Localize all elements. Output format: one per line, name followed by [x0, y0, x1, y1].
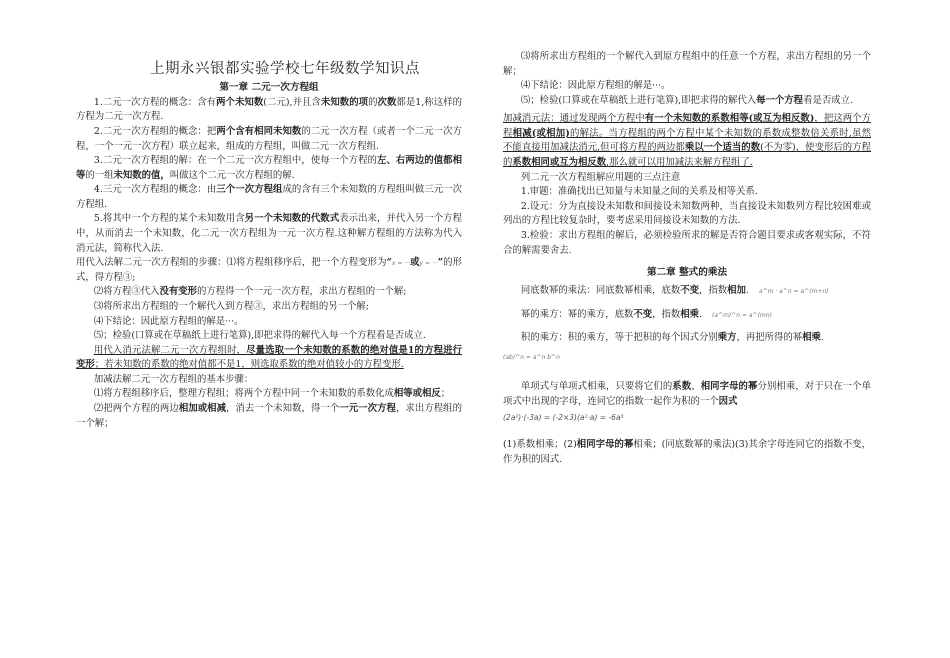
formula-monomial-line — [503, 411, 871, 426]
substitution-step-2: ⑵将方程③代入没有变形的方程得一个一元一次方程，求出方程组的一个解; — [93, 286, 407, 298]
formula-x: x = ··· — [391, 260, 411, 268]
para-1: 1.二元一次方程的概念：含有两个未知数(二元),并且含未知数的项的次数都是1,称这样的方程为二元一次方程. — [76, 96, 462, 123]
para-2: 2.二元一次方程组的概念：把两个含有相同未知数的二元一次方程（或者一个二元一次方程，一个一元一次方程）联立起来，组成的方程组，叫做二元一次方程组. — [76, 126, 462, 152]
right-column — [503, 50, 871, 467]
formula-power-of-product-line — [503, 350, 871, 365]
substitution-step-4: ⑷下结论：因此原方程组的解是···。 — [93, 315, 244, 327]
rule-monomial-steps: (1)系数相乘；(2)相同字母的幂相乘；(同底数幂的乘法)(3)其余字母连同它的指数不变，作为积的因式. — [503, 439, 871, 465]
left-column — [76, 81, 462, 431]
three-notes-title: 列二元一次方程组解应用题的三点注意 — [520, 171, 681, 183]
elimination-step-3: ⑶将所求出方程组的一个解代入到原方程组中的任意一个方程，求出方程组的另一个解； — [503, 51, 871, 77]
elimination-step-2: ⑵把两个方程的两边相加或相减，消去一个未知数，得一个一元一次方程，求出方程组的一个解； — [76, 403, 462, 429]
rule-monomial-product: 单项式与单项式相乘，只要将它们的系数、相同字母的幂分别相乘，对于只在一个单项式中出现的字母，连同它的指数一起作为积的一个因式 — [503, 381, 871, 407]
para-3: 3.二元一次方程组的解：在一个二元一次方程组中，使每一个方程的左、右两边的值都相等的一组未知数的值，叫做这个二元一次方程组的解. — [76, 155, 462, 181]
elimination-step-1: ⑴将方程组移序后，整理方程组；将两个方程中同一个未知数的系数化成相等或相反； — [93, 388, 451, 400]
chapter-1-heading: 第一章 二元一次方程组 — [219, 82, 319, 93]
note-review: 1.审题：准确找出已知量与未知量之间的关系及相等关系. — [520, 186, 758, 198]
document-title: 上期永兴银都实验学校七年级数学知识点 — [150, 61, 420, 77]
substitution-note: 用代入消元法解二元一次方程组时，尽量选取一个未知数的系数的绝对值是1的方程进行变形；若未知数的系数的绝对值都不是1，则选取系数的绝对值较小的方程变形. — [76, 344, 462, 371]
elimination-step-5: ⑸；检验(口算或在草稿纸上进行笔算),即把求得的解代入每一个方程看是否成立. — [520, 94, 853, 106]
rule-power-of-product: 积的乘方：积的乘方，等于把积的每个因式分别乘方，再把所得的幂相乘. — [520, 332, 824, 344]
rule-power-of-power: 幂的乘方：幂的乘方，底数不变，指数相乘. (a^m)^n = a^(mn) — [520, 308, 772, 320]
formula-same-base: a^m · a^n = a^(m+n) — [758, 287, 829, 295]
substitution-steps-intro: 用代入法解二元一次方程组的步骤：⑴将方程组移序后，把一个方程变形为“x = ···或y = ···”的形式，得方程③; — [76, 257, 462, 283]
elimination-steps-title: 加减法解二元一次方程组的基本步骤： — [93, 373, 254, 385]
formula-power-of-power: (a^m)^n = a^(mn) — [712, 311, 772, 319]
para-5: 5.将其中一个方程的某个未知数用含另一个未知数的代数式表示出来，并代入另一个方程中，从而消去一个未知数，化二元一次方程组为一元一次方程.这种解方程组的方法称为代入消元法，简称代入法. — [76, 213, 462, 254]
substitution-step-3: ⑶将所求出方程组的一个解代入到方程③，求出方程组的另一个解; — [93, 300, 369, 312]
elimination-method-description: 加减消元法：通过发现两个方程中有一个未知数的系数相等(或互为相反数)，把这两个方程相减(或相加)的解法。当方程组的两个方程中某个未知数的系数成整数倍关系时,虽然不能直接用加减法消元,但可将方程的两边都乘以一个适当的数(不为零)，使变形后的方程的系数相同或互为相反数,那么就可以用加减法来解方程组了. — [503, 113, 871, 169]
note-check: 3.检验：求出方程组的解后，必须检验所求的解是否符合题目要求或客观实际，不符合的解需要舍去. — [503, 229, 871, 256]
chapter-2-heading: 第二章 整式的乘法 — [646, 267, 728, 279]
para-4: 4.三元一次方程组的概念：由三个一次方程组成的含有三个未知数的方程组叫做三元一次方程组. — [76, 184, 462, 210]
substitution-step-5: ⑸；检验(口算或在草稿纸上进行笔算),即把求得的解代入每一个方程看是否成立. — [93, 330, 426, 342]
note-set-unknowns: 2.设元：分为直接设未知数和间接设未知数两种，当直接设未知数列方程比较困难或列出的方程比较复杂时，要考虑采用间接设未知数的方法. — [503, 200, 871, 227]
formula-monomial-example: (2a²)·(-3a) = (-2×3)(a²·a) = -6a³ — [503, 413, 624, 423]
elimination-step-4: ⑷下结论：因此原方程组的解是···。 — [520, 80, 671, 92]
rule-same-base-product: 同底数幂的乘法：同底数幂相乘，底数不变，指数相加. a^m · a^n = a^(m+n) — [520, 284, 829, 296]
formula-power-of-product: (ab)^n = a^n b^n — [503, 353, 560, 361]
formula-y: y = ··· — [419, 260, 438, 268]
